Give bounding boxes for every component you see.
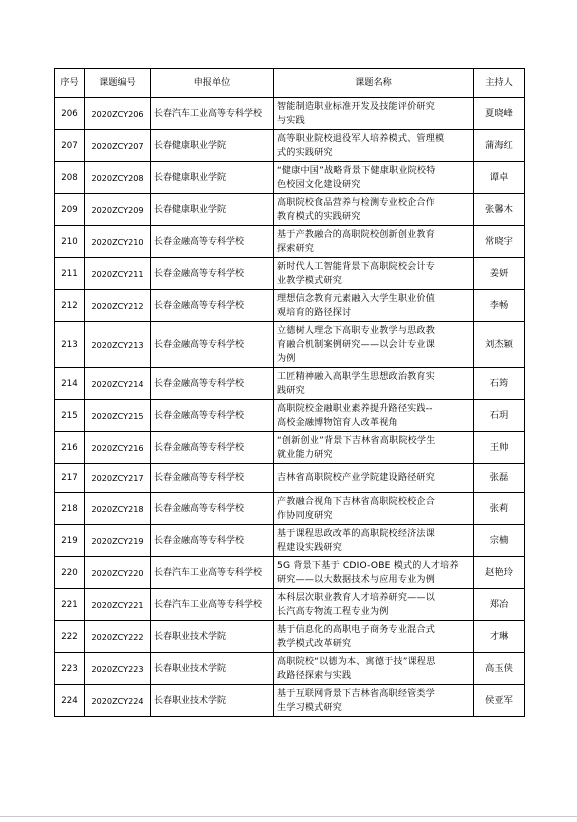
table-row: [55, 226, 525, 258]
table-row: [55, 525, 525, 557]
cell-no: 209: [55, 194, 85, 226]
cell-host: 张馨木: [474, 194, 525, 226]
cell-title: [274, 621, 474, 653]
title-line: “创新创业”背景下吉林省高职院校学生: [277, 435, 436, 446]
title-line: 基于课程思政改革的高职院校经济法课: [277, 528, 435, 539]
title-line: 探索研究: [277, 243, 315, 254]
cell-code: 2020ZCY215: [85, 400, 151, 432]
cell-unit: 长春金融高等专科学校: [151, 432, 274, 464]
title-line: 智能制造职业标准开发及技能评价研究: [277, 101, 435, 112]
title-line: 工匠精神融入高职学生思想政治教育实: [277, 371, 435, 382]
cell-code: 2020ZCY207: [85, 130, 151, 162]
cell-host: 刘杰颖: [474, 322, 525, 368]
cell-code: 2020ZCY224: [85, 685, 151, 717]
cell-title: [274, 130, 474, 162]
cell-unit: 长春金融高等专科学校: [151, 464, 274, 493]
cell-code: 2020ZCY214: [85, 368, 151, 400]
cell-host: 蒲海红: [474, 130, 525, 162]
header-code: 课题编号: [85, 69, 151, 98]
cell-unit: 长春金融高等专科学校: [151, 290, 274, 322]
header-title: 课题名称: [274, 69, 474, 98]
cell-host: 夏晓峰: [474, 98, 525, 130]
cell-no: 215: [55, 400, 85, 432]
title-line: 高等职业院校退役军人培养模式、管理模: [277, 133, 445, 144]
cell-title: [274, 589, 474, 621]
title-line: 与实践: [277, 115, 305, 126]
table-row: [55, 685, 525, 717]
cell-host: 李畅: [474, 290, 525, 322]
cell-host: 石玥: [474, 400, 525, 432]
cell-host: 石筠: [474, 368, 525, 400]
cell-host: 常晓宇: [474, 226, 525, 258]
cell-code: 2020ZCY222: [85, 621, 151, 653]
title-line: 程建设实践研究: [277, 542, 343, 553]
project-table: [54, 68, 525, 717]
cell-title: [274, 290, 474, 322]
cell-unit: 长春健康职业学院: [151, 162, 274, 194]
cell-title: [274, 685, 474, 717]
title-line: 基于互联网背景下吉林省高职经管类学: [277, 688, 435, 699]
cell-code: 2020ZCY223: [85, 653, 151, 685]
title-line: 吉林省高职院校产业学院建设路径研究: [277, 473, 435, 483]
cell-unit: 长春金融高等专科学校: [151, 493, 274, 525]
page-bottom-rule: [0, 816, 577, 817]
table-row: [55, 162, 525, 194]
cell-no: 223: [55, 653, 85, 685]
title-line: 教学模式改革研究: [277, 638, 352, 649]
cell-host: 郑冶: [474, 589, 525, 621]
title-line: 业教学模式研究: [277, 275, 343, 286]
cell-title: [274, 194, 474, 226]
cell-no: 217: [55, 464, 85, 493]
cell-title: [274, 258, 474, 290]
cell-title: [274, 226, 474, 258]
title-line: 色校园文化建设研究: [277, 179, 361, 190]
title-line: 5G 背景下基于 CDIO-OBE 模式的人才培养: [277, 560, 459, 571]
cell-unit: 长春职业技术学院: [151, 653, 274, 685]
table-row: [55, 621, 525, 653]
title-line: 基于信息化的高职电子商务专业混合式: [277, 624, 435, 635]
title-line: 新时代人工智能背景下高职院校会计专: [277, 261, 435, 272]
cell-title: [274, 557, 474, 589]
cell-unit: 长春金融高等专科学校: [151, 226, 274, 258]
title-line: 就业能力研究: [277, 449, 333, 460]
cell-code: 2020ZCY208: [85, 162, 151, 194]
cell-title: [274, 525, 474, 557]
cell-host: 才琳: [474, 621, 525, 653]
cell-no: 212: [55, 290, 85, 322]
title-line: 基于产教融合的高职院校创新创业教育: [277, 229, 435, 240]
cell-title: [274, 98, 474, 130]
cell-host: 张莉: [474, 493, 525, 525]
cell-code: 2020ZCY210: [85, 226, 151, 258]
cell-title: [274, 464, 474, 493]
cell-no: 216: [55, 432, 85, 464]
cell-code: 2020ZCY213: [85, 322, 151, 368]
cell-host: 张磊: [474, 464, 525, 493]
cell-code: 2020ZCY211: [85, 258, 151, 290]
title-line: 长汽高专物流工程专业为例: [277, 606, 389, 617]
title-line: 高校金融博物馆育人改革视角: [277, 417, 398, 428]
cell-unit: 长春汽车工业高等专科学校: [151, 557, 274, 589]
cell-host: 宗楠: [474, 525, 525, 557]
cell-host: 姜妍: [474, 258, 525, 290]
table-row: [55, 589, 525, 621]
cell-title: [274, 493, 474, 525]
cell-no: 220: [55, 557, 85, 589]
cell-host: 王帅: [474, 432, 525, 464]
title-line: 政路径探索与实践: [277, 670, 352, 681]
cell-unit: 长春金融高等专科学校: [151, 258, 274, 290]
table-row: [55, 400, 525, 432]
table-row: [55, 258, 525, 290]
table-row: [55, 557, 525, 589]
header-host: 主持人: [474, 69, 525, 98]
cell-no: 207: [55, 130, 85, 162]
cell-no: 213: [55, 322, 85, 368]
cell-unit: 长春健康职业学院: [151, 194, 274, 226]
cell-unit: 长春汽车工业高等专科学校: [151, 589, 274, 621]
cell-code: 2020ZCY221: [85, 589, 151, 621]
cell-no: 219: [55, 525, 85, 557]
header-unit: 申报单位: [151, 69, 274, 98]
table-body: [55, 98, 525, 717]
title-line: 高职院校“以德为本、寓德于技”课程思: [277, 656, 436, 667]
table-header-row: [55, 69, 525, 98]
title-line: “健康中国”战略背景下健康职业院校特: [277, 165, 436, 176]
title-line: 践研究: [277, 385, 305, 396]
header-no: 序号: [55, 69, 85, 98]
cell-unit: 长春汽车工业高等专科学校: [151, 98, 274, 130]
cell-title: [274, 400, 474, 432]
cell-code: 2020ZCY218: [85, 493, 151, 525]
cell-code: 2020ZCY216: [85, 432, 151, 464]
cell-title: [274, 322, 474, 368]
title-line: 育融合机制案例研究——以会计专业课: [277, 339, 435, 350]
cell-no: 206: [55, 98, 85, 130]
cell-no: 211: [55, 258, 85, 290]
table-row: [55, 130, 525, 162]
table-row: [55, 322, 525, 368]
title-line: 产教融合视角下吉林省高职院校校企合: [277, 496, 435, 507]
cell-unit: 长春金融高等专科学校: [151, 525, 274, 557]
table-row: [55, 194, 525, 226]
cell-code: 2020ZCY212: [85, 290, 151, 322]
cell-code: 2020ZCY209: [85, 194, 151, 226]
title-line: 立德树人理念下高职专业教学与思政教: [277, 325, 435, 336]
title-line: 为例: [277, 353, 296, 364]
table-row: [55, 464, 525, 493]
cell-host: 谭卓: [474, 162, 525, 194]
title-line: 研究——以大数据技术与应用专业为例: [277, 574, 435, 585]
title-line: 教育模式的实践研究: [277, 211, 361, 222]
cell-no: 224: [55, 685, 85, 717]
cell-title: [274, 432, 474, 464]
cell-title: [274, 653, 474, 685]
title-line: 高职院校金融职业素养提升路径实践--: [277, 403, 433, 414]
cell-code: 2020ZCY219: [85, 525, 151, 557]
title-line: 理想信念教育元素融入大学生职业价值: [277, 293, 435, 304]
table-row: [55, 290, 525, 322]
cell-no: 218: [55, 493, 85, 525]
title-line: 观培育的路径探讨: [277, 307, 352, 318]
table-row: [55, 653, 525, 685]
table-row: [55, 368, 525, 400]
title-line: 作协同度研究: [277, 510, 333, 521]
cell-no: 214: [55, 368, 85, 400]
cell-unit: 长春金融高等专科学校: [151, 400, 274, 432]
cell-unit: 长春金融高等专科学校: [151, 368, 274, 400]
table-row: [55, 98, 525, 130]
cell-no: 222: [55, 621, 85, 653]
cell-unit: 长春职业技术学院: [151, 621, 274, 653]
table-row: [55, 493, 525, 525]
cell-code: 2020ZCY206: [85, 98, 151, 130]
cell-no: 210: [55, 226, 85, 258]
cell-host: 赵艳玲: [474, 557, 525, 589]
cell-host: 侯亚军: [474, 685, 525, 717]
title-line: 高职院校食品营养与检测专业校企合作: [277, 197, 435, 208]
title-line: 本科层次职业教育人才培养研究——以: [277, 592, 435, 603]
cell-no: 221: [55, 589, 85, 621]
cell-title: [274, 162, 474, 194]
cell-unit: 长春职业技术学院: [151, 685, 274, 717]
cell-host: 高玉侠: [474, 653, 525, 685]
cell-title: [274, 368, 474, 400]
title-line: 式的实践研究: [277, 147, 333, 158]
cell-unit: 长春金融高等专科学校: [151, 322, 274, 368]
table-row: [55, 432, 525, 464]
cell-code: 2020ZCY220: [85, 557, 151, 589]
cell-no: 208: [55, 162, 85, 194]
cell-unit: 长春健康职业学院: [151, 130, 274, 162]
title-line: 生学习模式研究: [277, 702, 343, 713]
cell-code: 2020ZCY217: [85, 464, 151, 493]
